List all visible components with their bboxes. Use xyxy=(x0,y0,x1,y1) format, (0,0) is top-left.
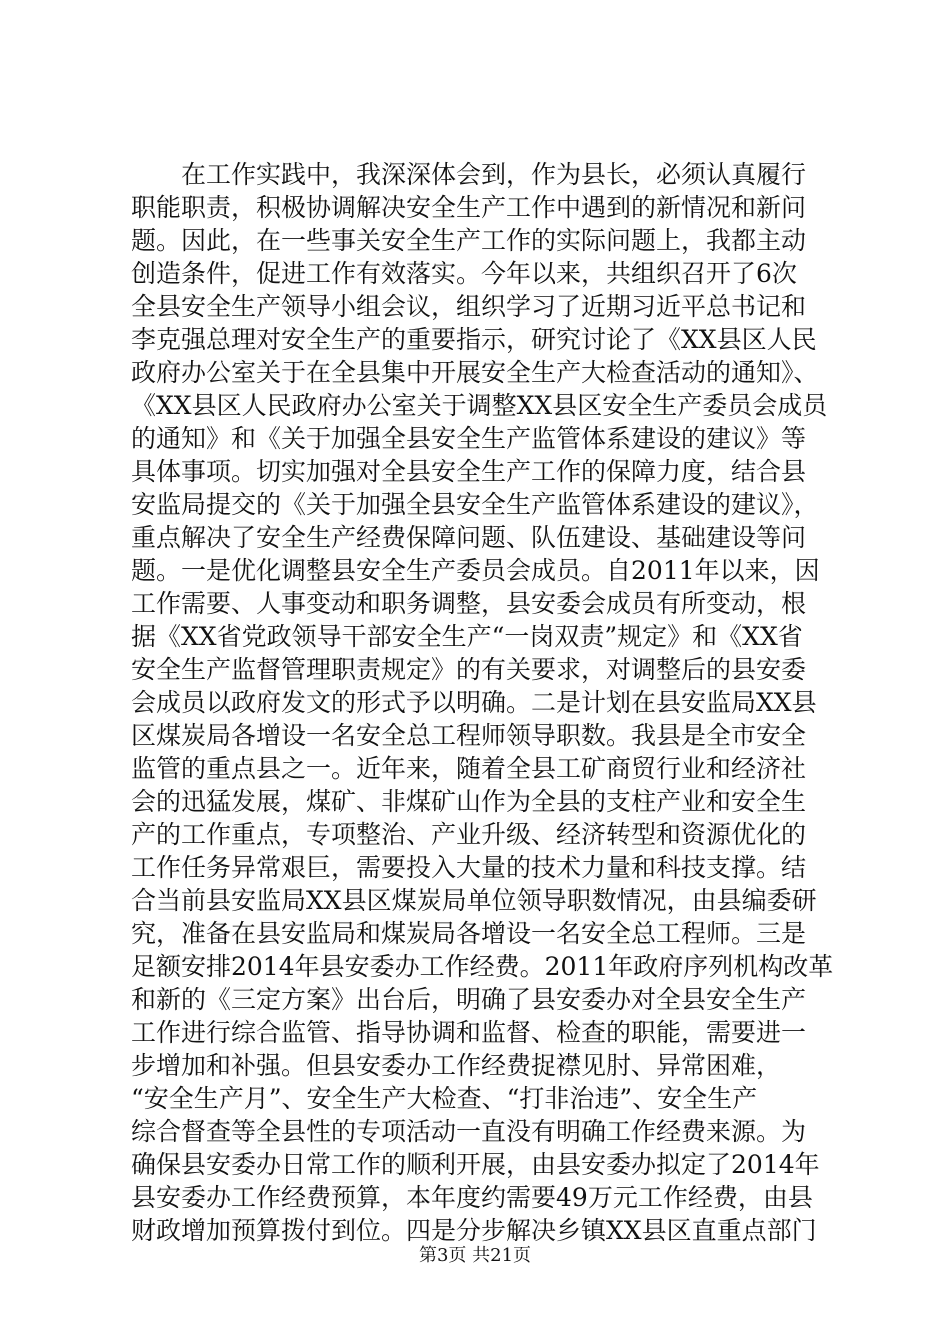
text-line: 步增加和补强。但县安委办工作经费捉襟见肘、异常困难， xyxy=(131,1051,782,1080)
text-line: 全县安全生产领导小组会议，组织学习了近期习近平总书记和 xyxy=(131,292,807,321)
text-line: 综合督查等全县性的专项活动一直没有明确工作经费来源。为 xyxy=(131,1117,807,1146)
text-line: 职能职责，积极协调解决安全生产工作中遇到的新情况和新问 xyxy=(131,193,807,222)
text-line: 安全生产监督管理职责规定》的有关要求，对调整后的县安委 xyxy=(131,655,807,684)
text-line: 政府办公室关于在全县集中开展安全生产大检查活动的通知》、 xyxy=(131,358,819,387)
text-line: 安监局提交的《关于加强全县安全生产监管体系建设的建议》， xyxy=(131,490,819,519)
text-line: 据《XX省党政领导干部安全生产“一岗双责”规定》和《XX省 xyxy=(131,622,803,651)
text-line: “安全生产月”、安全生产大检查、“打非治违”、安全生产 xyxy=(131,1084,758,1113)
text-line: 产的工作重点，专项整治、产业升级、经济转型和资源优化的 xyxy=(131,820,807,849)
text-line: 究，准备在县安监局和煤炭局各增设一名安全总工程师。三是 xyxy=(131,919,807,948)
text-line: 工作任务异常艰巨，需要投入大量的技术力量和科技支撑。结 xyxy=(131,853,807,882)
text-line: 足额安排2014年县安委办工作经费。2011年政府序列机构改革 xyxy=(131,952,834,981)
text-line: 《XX县区人民政府办公室关于调整XX县区安全生产委员会成员 xyxy=(131,391,828,420)
page-number-footer: 第3页 共21页 xyxy=(418,1245,532,1266)
text-line: 的通知》和《关于加强全县安全生产监管体系建设的建议》等 xyxy=(131,424,807,453)
text-line: 会成员以政府发文的形式予以明确。二是计划在县安监局XX县 xyxy=(131,688,817,717)
text-line: 重点解决了安全生产经费保障问题、队伍建设、基础建设等问 xyxy=(131,523,807,552)
text-line: 李克强总理对安全生产的重要指示，研究讨论了《XX县区人民 xyxy=(131,325,817,354)
text-line: 监管的重点县之一。近年来，随着全县工矿商贸行业和经济社 xyxy=(131,754,807,783)
text-line: 合当前县安监局XX县区煤炭局单位领导职数情况，由县编委研 xyxy=(131,886,817,915)
body-paragraph xyxy=(131,158,834,1247)
text-line: 确保县安委办日常工作的顺利开展，由县安委办拟定了2014年 xyxy=(131,1150,820,1179)
text-line: 工作需要、人事变动和职务调整，县安委会成员有所变动，根 xyxy=(131,589,807,618)
text-line: 区煤炭局各增设一名安全总工程师领导职数。我县是全市安全 xyxy=(131,721,807,750)
text-line: 题。一是优化调整县安全生产委员会成员。自2011年以来，因 xyxy=(131,556,820,585)
text-line: 工作进行综合监管、指导协调和监督、检查的职能，需要进一 xyxy=(131,1018,807,1047)
text-line: 县安委办工作经费预算，本年度约需要49万元工作经费，由县 xyxy=(131,1183,813,1212)
text-line: 在工作实践中，我深深体会到，作为县长，必须认真履行 xyxy=(181,160,807,189)
text-line: 具体事项。切实加强对全县安全生产工作的保障力度，结合县 xyxy=(131,457,807,486)
text-line: 题。因此，在一些事关安全生产工作的实际问题上，我都主动 xyxy=(131,226,807,255)
text-line: 和新的《三定方案》出台后，明确了县安委办对全县安全生产 xyxy=(131,985,807,1014)
text-line: 财政增加预算拨付到位。四是分步解决乡镇XX县区直重点部门 xyxy=(131,1216,817,1245)
text-line: 会的迅猛发展，煤矿、非煤矿山作为全县的支柱产业和安全生 xyxy=(131,787,807,816)
text-line: 创造条件，促进工作有效落实。今年以来，共组织召开了6次 xyxy=(131,259,797,288)
